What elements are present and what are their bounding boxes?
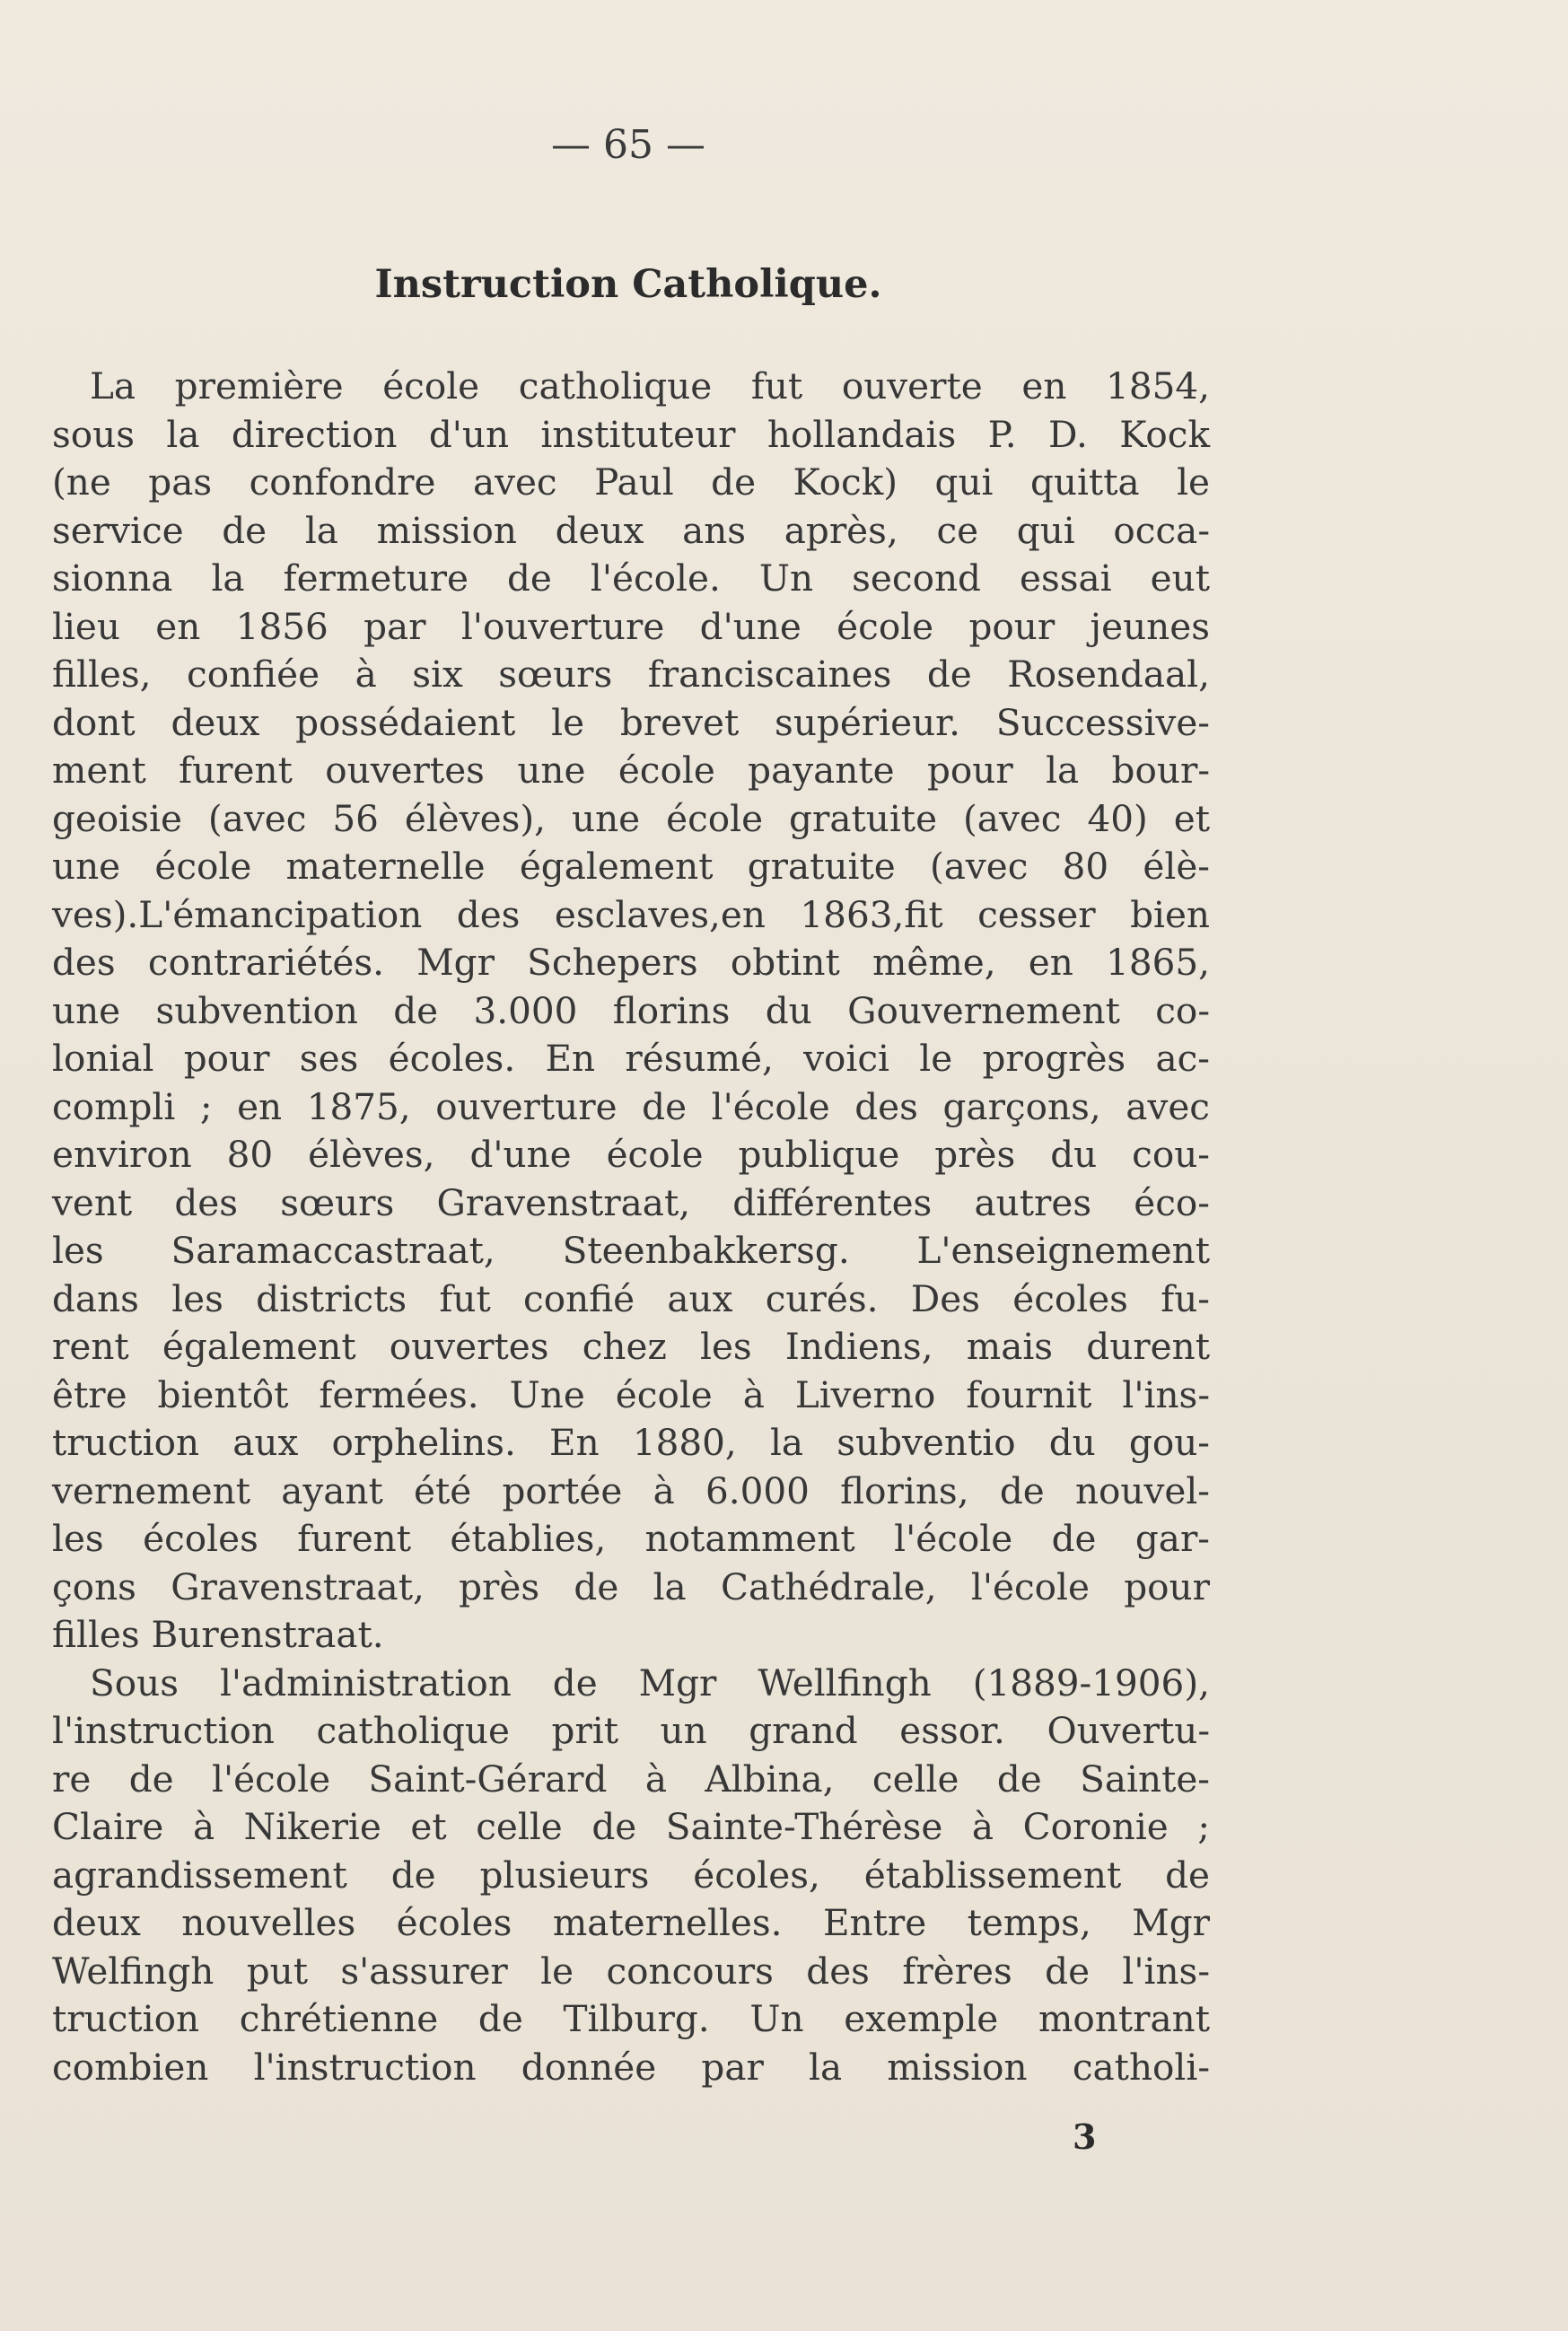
text-line: ves).L'émancipation des esclaves,en 1863,fit cesser bien [52,892,1210,936]
text-line: compli ; en 1875, ouverture de l'école des garçons, avec [52,1084,1210,1128]
text-line: l'instruction catholique prit un grand essor. Ouvertu- [52,1709,1210,1752]
text-line: lieu en 1856 par l'ouverture d'une école pour jeunes [52,604,1210,648]
text-line: Claire à Nikerie et celle de Sainte-Thérèse à Coronie ; [52,1805,1210,1848]
text-line: les Saramaccastraat, Steenbakkersg. L'enseignement [52,1229,1210,1272]
text-line: truction aux orphelins. En 1880, la subventio du gou- [52,1421,1210,1464]
text-line: La première école catholique fut ouverte en 1854, [90,364,1210,407]
paragraph-1 [52,363,1210,1660]
text-line: Sous l'administration de Mgr Wellfingh (1889-1906), [90,1661,1210,1704]
text-line: sionna la fermeture de l'école. Un second essai eut [52,556,1210,600]
text-line: lonial pour ses écoles. En résumé, voici le progrès ac- [52,1037,1210,1080]
text-line: geoisie (avec 56 élèves), une école gratuite (avec 40) et [52,796,1210,840]
text-line: les écoles furent établies, notamment l'école de gar- [52,1517,1210,1560]
section-heading: Instruction Catholique. [374,262,882,307]
text-line: service de la mission deux ans après, ce qui occa- [52,508,1210,552]
text-line: rent également ouvertes chez les Indiens, mais durent [52,1325,1210,1368]
text-line: vent des sœurs Gravenstraat, différentes autres éco- [52,1180,1210,1224]
text-line: re de l'école Saint-Gérard à Albina, celle de Sainte- [52,1757,1210,1801]
text-line: environ 80 élèves, d'une école publique près du cou- [52,1133,1210,1176]
body-text [52,363,1210,2091]
text-line: filles Burenstraat. [52,1613,384,1656]
text-line: être bientôt fermées. Une école à Liverno fournit l'ins- [52,1372,1210,1416]
text-line: filles, confiée à six sœurs franciscaines de Rosendaal, [52,653,1210,696]
text-line: une subvention de 3.000 florins du Gouvernement co- [52,988,1210,1032]
text-line: combien l'instruction donnée par la mission catholi- [52,2045,1210,2089]
text-line: sous la direction d'un instituteur hollandais P. D. Kock [52,412,1210,456]
text-line: ment furent ouvertes une école payante pour la bour- [52,749,1210,792]
text-line: Welfingh put s'assurer le concours des frères de l'ins- [52,1949,1210,1993]
text-line: dont deux possédaient le brevet supérieur. Successive- [52,700,1210,744]
text-line: agrandissement de plusieurs écoles, établissement de [52,1853,1210,1897]
text-line: dans les districts fut confié aux curés. Des écoles fu- [52,1276,1210,1320]
text-line: çons Gravenstraat, près de la Cathédrale, l'école pour [52,1564,1210,1608]
signature-mark: 3 [1073,2116,1097,2157]
text-line: truction chrétienne de Tilburg. Un exemple montrant [52,1997,1210,2040]
text-line: des contrariétés. Mgr Schepers obtint même, en 1865, [52,941,1210,984]
text-line: une école maternelle également gratuite (avec 80 élè- [52,845,1210,888]
text-line: (ne pas confondre avec Paul de Kock) qui quitta le [52,460,1210,504]
text-line: deux nouvelles écoles maternelles. Entre temps, Mgr [52,1901,1210,1944]
paragraph-2 [52,1660,1210,2092]
page-number: — 65 — [551,122,705,168]
text-line: vernement ayant été portée à 6.000 florins, de nouvel- [52,1468,1210,1512]
